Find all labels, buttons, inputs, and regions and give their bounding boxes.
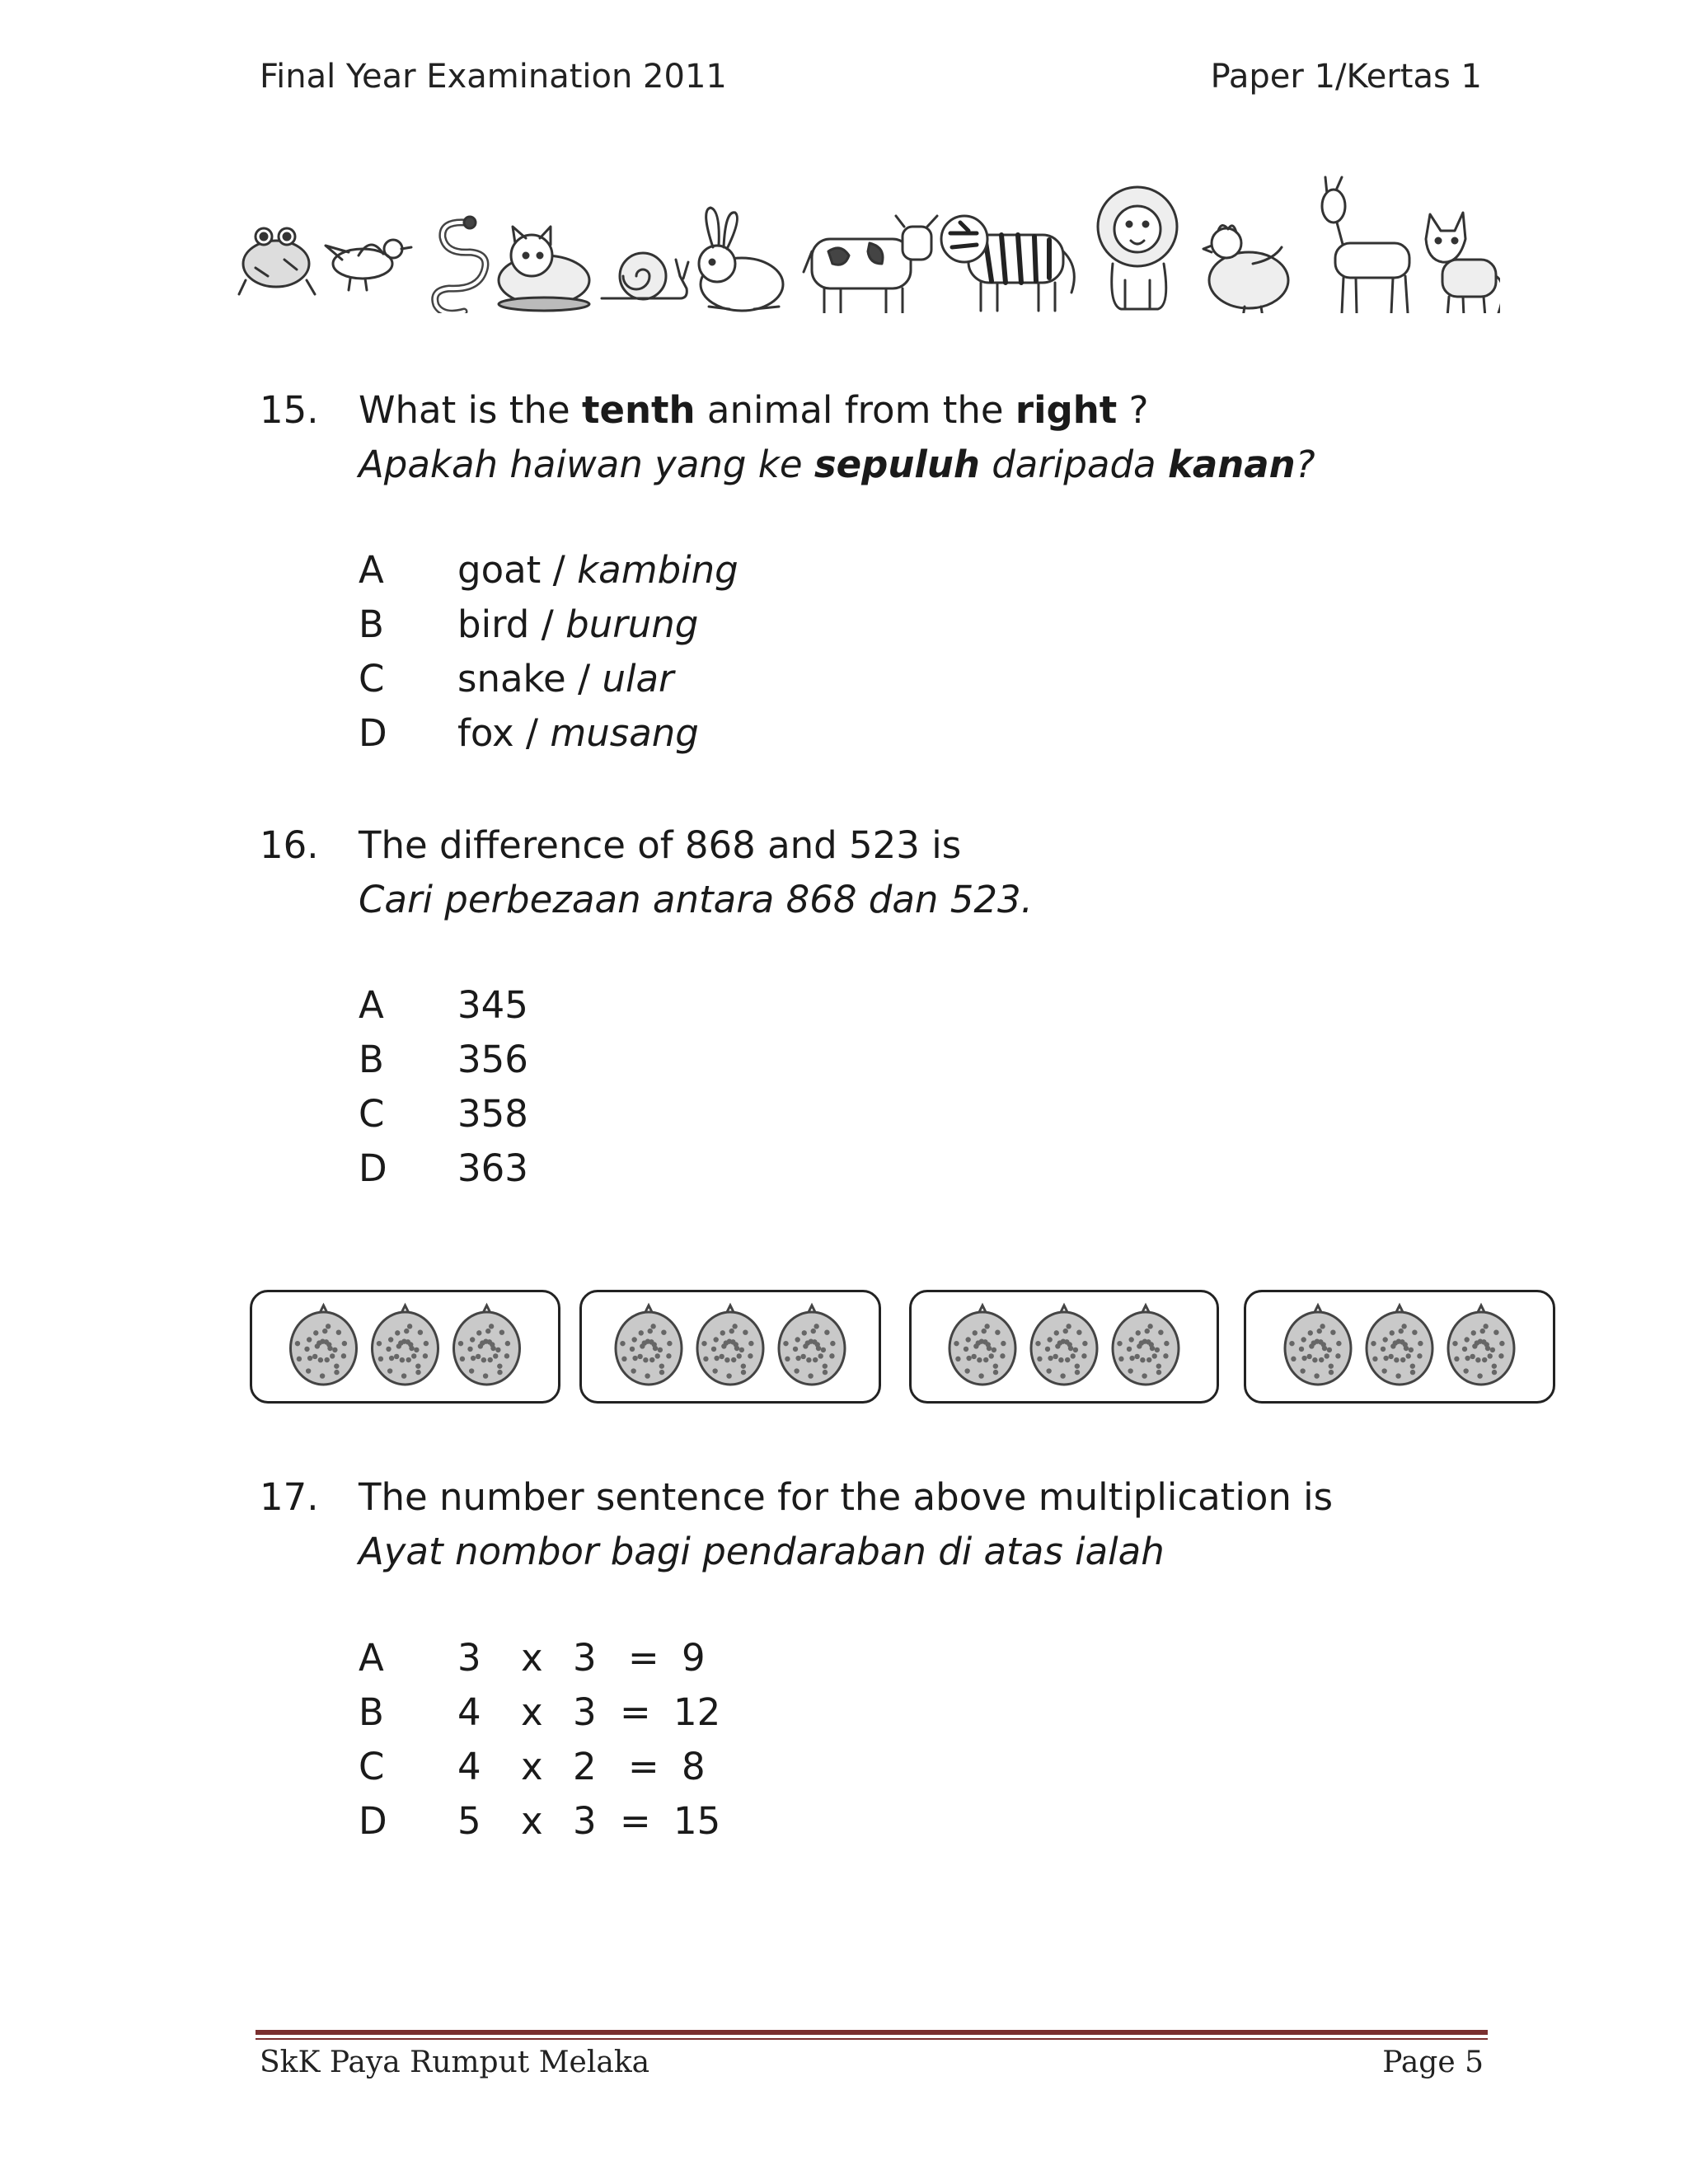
durian-icon (291, 1305, 357, 1385)
durian-icon (1285, 1305, 1351, 1385)
snake-icon (435, 217, 485, 313)
durian-group-1 (250, 1290, 560, 1404)
footer-school-name: SkK Paya Rumput Melaka (260, 2046, 650, 2079)
bird-icon (326, 240, 411, 290)
durian-row (582, 1292, 879, 1401)
footer-rule-thin (256, 2038, 1488, 2040)
cow-icon (804, 216, 937, 313)
durian-group-4 (1244, 1290, 1555, 1404)
durian-row (252, 1292, 558, 1401)
tiger-icon (941, 216, 1074, 311)
frog-icon (239, 228, 315, 294)
footer-rule (256, 2030, 1488, 2035)
durian-group-2 (579, 1290, 881, 1404)
durian-icon (950, 1305, 1015, 1385)
durian-row (1246, 1292, 1553, 1401)
question-17-malay: Ayat nombor bagi pendaraban di atas ialah (359, 1530, 1165, 1573)
durian-icon (697, 1305, 763, 1385)
rabbit-icon (699, 208, 783, 311)
footer-page-number: Page 5 (1382, 2046, 1484, 2079)
cat-icon (499, 227, 589, 311)
durian-icon (454, 1305, 520, 1385)
hen-icon (1203, 225, 1288, 313)
question-number: 17. (260, 1475, 319, 1519)
question-15-english: What is the tenth animal from the right ? (359, 388, 1149, 432)
question-15-malay: Apakah haiwan yang ke sepuluh daripada kanan? (359, 443, 1315, 486)
snail-icon (602, 253, 688, 299)
question-number: 16. (260, 823, 319, 867)
question-17-english: The number sentence for the above multiplication is (359, 1475, 1334, 1519)
durian-icon (1113, 1305, 1179, 1385)
question-number: 15. (260, 388, 319, 432)
durian-icon (373, 1305, 438, 1385)
animal-strip (231, 169, 1500, 313)
fox-icon (1426, 213, 1500, 313)
durian-icon (616, 1305, 682, 1385)
durian-icon (779, 1305, 845, 1385)
header-exam-title: Final Year Examination 2011 (260, 58, 727, 96)
question-16-english: The difference of 868 and 523 is (359, 823, 962, 867)
durian-icon (1031, 1305, 1097, 1385)
lion-icon (1098, 187, 1177, 309)
durian-icon (1448, 1305, 1514, 1385)
durian-row (912, 1292, 1217, 1401)
durian-icon (1367, 1305, 1432, 1385)
durian-group-3 (909, 1290, 1219, 1404)
goat-icon (1322, 177, 1409, 313)
header-paper-label: Paper 1/Kertas 1 (1210, 58, 1482, 96)
question-16-malay: Cari perbezaan antara 868 dan 523. (359, 878, 1033, 921)
